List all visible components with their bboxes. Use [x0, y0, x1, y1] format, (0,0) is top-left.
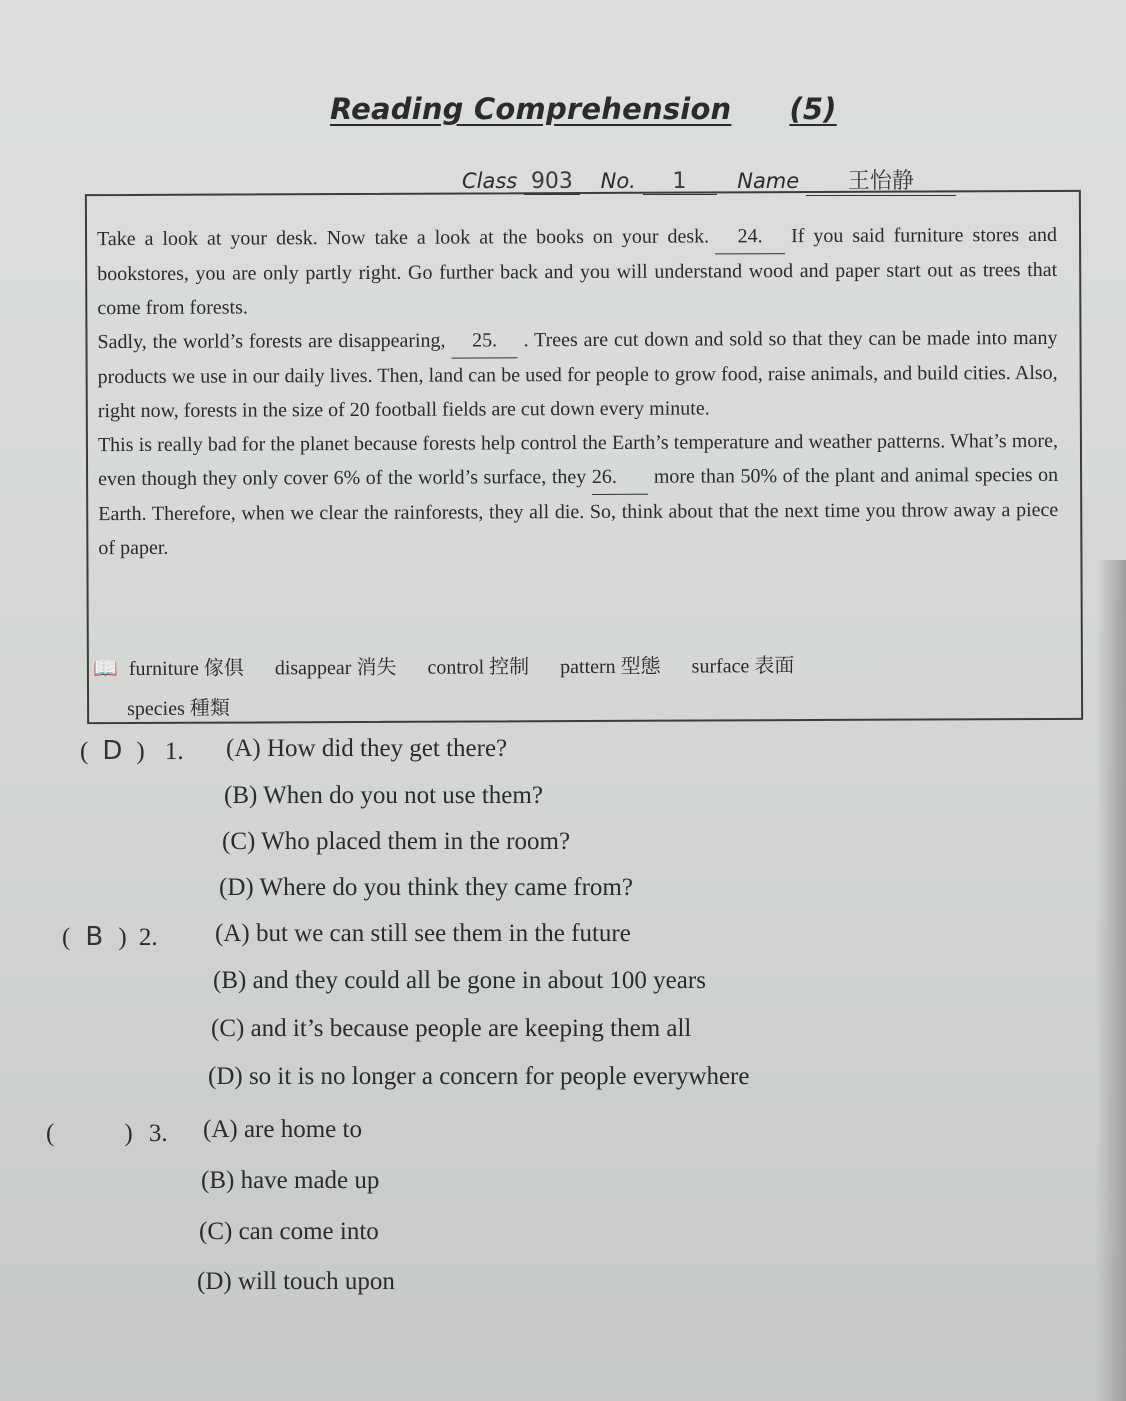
vocab-item: control 控制 — [427, 656, 530, 679]
question-3: ( ) 3. — [46, 1110, 195, 1158]
title-text: Reading Comprehension — [330, 92, 732, 126]
passage-paragraph — [97, 218, 1057, 325]
name-value: 王怡静 — [806, 164, 956, 196]
option-3b[interactable]: (B) have made up — [201, 1167, 380, 1194]
blank-25: 25. — [451, 323, 517, 358]
name-label: Name — [737, 169, 800, 193]
option-1a[interactable]: (A) How did they get there? — [226, 735, 508, 762]
passage-text: more than 50% of the plant and animal species on Earth. Therefore, when we clear the rainforests, they all die. So, think about that the next time you throw away a piece of paper. — [98, 463, 1059, 560]
vocab-item: species 種類 — [127, 697, 230, 720]
answer-1[interactable]: D — [102, 736, 123, 766]
passage-paragraph — [97, 321, 1057, 428]
vocab-item: furniture 傢俱 — [128, 657, 244, 680]
option-3d[interactable]: (D) will touch upon — [197, 1268, 395, 1295]
class-value: 903 — [524, 169, 580, 195]
passage-text: . Trees are cut down and sold so that they can be made into many products we use in our daily lives. Then, land can be used for people to grow food, raise animals, and build cities. Also, right now, forests in the size of 20 football fields are cut down every minute. — [97, 326, 1058, 423]
passage-box — [85, 190, 1083, 724]
option-2a[interactable]: (A) but we can still see them in the future — [215, 920, 631, 947]
passage-paragraph — [98, 424, 1059, 565]
option-3a[interactable]: (A) are home to — [203, 1116, 362, 1143]
class-label: Class — [462, 169, 518, 193]
blank-26: 26. — [592, 460, 648, 495]
blank-24: 24. — [715, 219, 785, 254]
page-shadow — [1096, 560, 1126, 1401]
passage-text: Sadly, the world’s forests are disappearing, — [97, 329, 446, 354]
vocab-item: pattern 型態 — [560, 655, 661, 679]
option-3c[interactable]: (C) can come into — [199, 1218, 379, 1245]
passage-text: This is really bad for the planet because forests help control the Earth’s temperature and weather patterns. What’s more, even though they only cover 6% of the world’s surface, they — [97, 429, 1058, 491]
passage-text: Take a look at your desk. Now take a look at the books on your desk. — [96, 225, 710, 251]
reading-passage — [97, 218, 1058, 565]
option-1d[interactable]: (D) Where do you think they came from? — [219, 874, 633, 901]
question-1: ( D ) 1. — [80, 727, 211, 776]
option-1b[interactable]: (B) When do you not use them? — [224, 782, 543, 809]
question-number: 1. — [164, 738, 184, 765]
vocabulary-list — [93, 644, 993, 729]
title-number: (5) — [789, 92, 837, 126]
book-icon: 📖 — [92, 656, 118, 681]
option-2d[interactable]: (D) so it is no longer a concern for people everywhere — [208, 1063, 750, 1090]
option-2c[interactable]: (C) and it’s because people are keeping them all — [211, 1015, 692, 1042]
vocab-item: surface 表面 — [691, 655, 795, 678]
option-2b[interactable]: (B) and they could all be gone in about 100 years — [213, 967, 706, 994]
question-number: 3. — [148, 1120, 168, 1147]
no-label: No. — [600, 169, 636, 193]
option-1c[interactable]: (C) Who placed them in the room? — [222, 828, 571, 855]
answer-2[interactable]: B — [85, 922, 104, 952]
worksheet-title — [330, 92, 837, 126]
passage-text: If you said furniture stores and bookstores, you are only partly right. Go further back and you will understand wood and paper start out as trees that come from forests. — [97, 223, 1058, 320]
vocab-item: disappear 消失 — [274, 656, 397, 680]
question-number: 2. — [138, 924, 158, 951]
no-value: 1 — [643, 169, 717, 195]
question-2: ( B ) 2. — [62, 913, 185, 962]
